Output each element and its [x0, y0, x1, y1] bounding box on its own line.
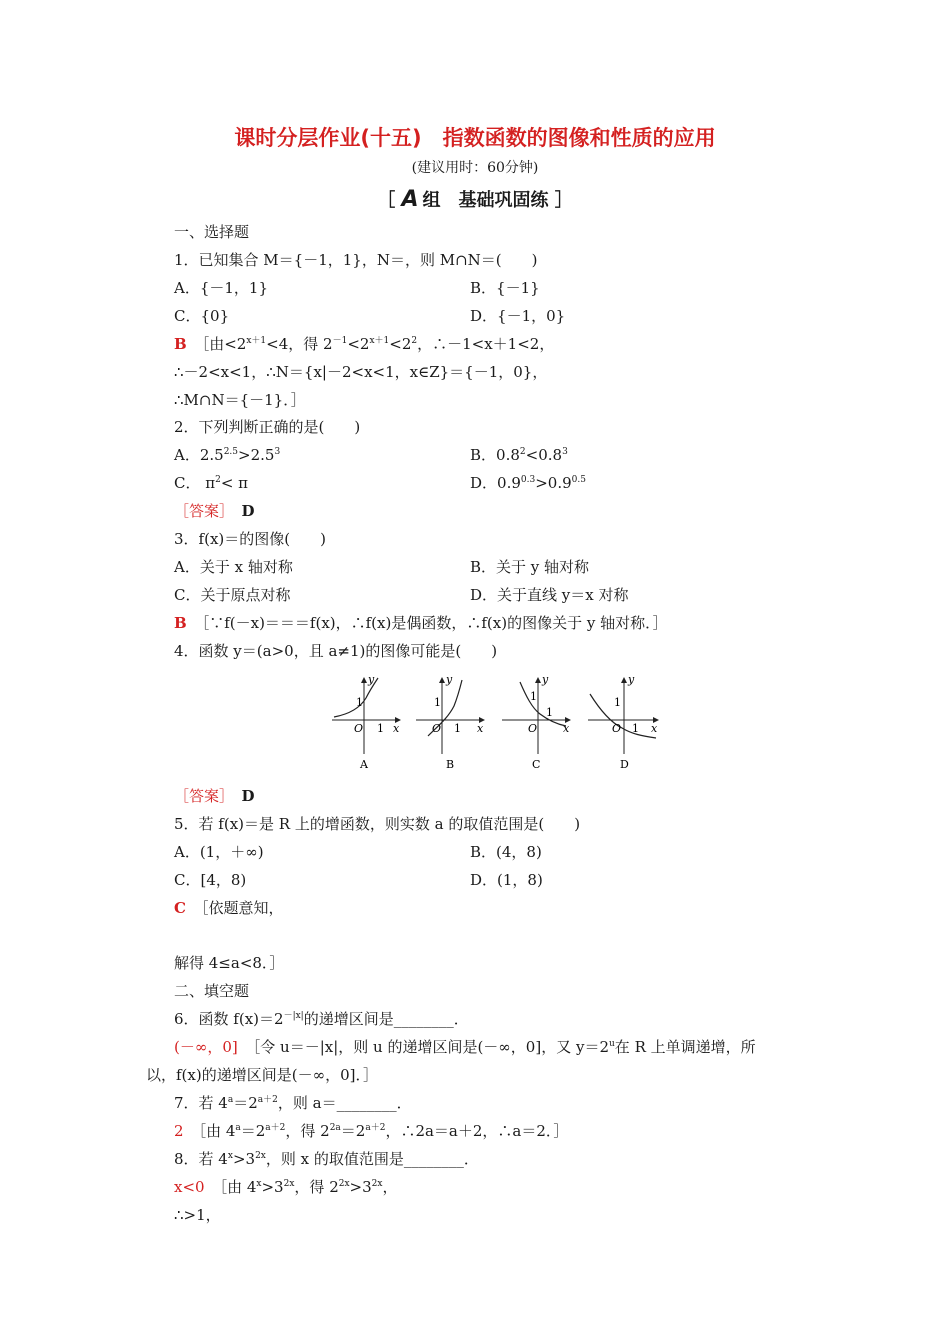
q2-answer-line: ［答案］ D [174, 502, 255, 520]
group-heading: ［ A 组 基础巩固练 ］ [377, 187, 573, 212]
svg-text:B: B [446, 758, 455, 771]
q2-option-b: B．$0.8^2<0.8^3$ [470, 446, 568, 464]
q3-stem: 3．f(x)＝的图像( ) [174, 530, 326, 548]
svg-text:y: y [446, 676, 453, 686]
svg-text:C: C [532, 758, 541, 771]
q3-option-d: D．关于直线 y＝x 对称 [470, 586, 629, 604]
q1-explanation-line3: ∴M∩N＝{－1}．］ [174, 391, 306, 409]
q1-explanation-line1: B ［由$<2^{x+1}<4$，得 $2^{-1}<2^{x+1}<2^2$，∴－1<x＋1<2， [174, 335, 555, 353]
section-fill: 二、填空题 [174, 982, 250, 1000]
graph-b [416, 676, 484, 771]
q5-explanation-line2: 解得 4≤a<8．］ [174, 954, 285, 972]
graph-c [502, 676, 570, 771]
svg-text:x: x [651, 722, 658, 735]
svg-text:x: x [477, 722, 484, 735]
q1-option-a: A．{－1，1} [174, 279, 269, 297]
svg-text:O: O [612, 722, 622, 735]
q3-option-b: B．关于 y 轴对称 [470, 558, 590, 576]
q6-explanation-line2: 以，f(x)的递增区间是(－∞，0]．］ [146, 1066, 378, 1084]
svg-text:y: y [628, 676, 635, 686]
svg-text:1: 1 [434, 696, 441, 709]
q5-explanation-line1: C ［依题意知， [174, 899, 284, 917]
svg-text:1: 1 [356, 696, 363, 709]
q1-option-b: B．{－1} [470, 279, 540, 297]
q1-stem: 1．已知集合 M＝{－1，1}，N＝，则 M∩N＝( ) [174, 251, 538, 269]
q8-explanation-line2: ∴>1， [174, 1206, 221, 1224]
svg-text:D: D [620, 758, 629, 771]
q5-option-c: C．[4，8) [174, 871, 247, 889]
svg-text:1: 1 [377, 722, 384, 735]
svg-text:x: x [563, 722, 570, 735]
q4-answer: D [241, 787, 255, 805]
q1-option-d: D．{－1，0} [470, 307, 566, 325]
q5-option-a: A．(1，＋∞) [174, 843, 264, 861]
q7-stem: 7．若 $4^a=2^{a+2}$，则 a＝________． [174, 1094, 412, 1112]
group-letter: A [401, 187, 419, 212]
q1-answer: B [174, 335, 187, 353]
page-title: 课时分层作业(十五) 指数函数的图像和性质的应用 [234, 126, 716, 150]
svg-text:O: O [432, 722, 442, 735]
svg-text:O: O [354, 722, 364, 735]
q4-answer-line: ［答案］ D [174, 787, 255, 805]
svg-text:y: y [368, 676, 375, 686]
svg-text:1: 1 [632, 722, 639, 735]
q3-option-c: C．关于原点对称 [174, 586, 291, 604]
q4-stem: 4．函数 y＝(a>0，且 a≠1)的图像可能是( ) [174, 642, 498, 660]
svg-text:1: 1 [530, 690, 537, 703]
group-text: 组 基础巩固练 [422, 190, 549, 211]
q1-explanation-line2: ∴－2<x<1，∴N＝{x|－2<x<1，x∈Z}＝{－1，0}， [174, 363, 548, 381]
q8-answer: x<0 [174, 1178, 205, 1196]
q5-stem: 5．若 f(x)＝是 R 上的增函数，则实数 a 的取值范围是( ) [174, 815, 581, 833]
q5-option-d: D．(1，8) [470, 871, 543, 889]
q8-explanation-line1: x<0 ［由 $4^x>3^{2x}$，得 $2^{2x}>3^{2x}$， [174, 1178, 398, 1196]
svg-text:1: 1 [546, 706, 553, 719]
svg-text:A: A [360, 758, 368, 771]
q7-explanation: 2 ［由 $4^a=2^{a+2}$，得 $2^{2a}=2^{a+2}$，∴2a＝a＋2，∴a＝2．］ [174, 1122, 569, 1140]
q2-stem: 2．下列判断正确的是( ) [174, 418, 361, 436]
q3-option-a: A．关于 x 轴对称 [174, 558, 293, 576]
svg-text:1: 1 [454, 722, 461, 735]
section-choice: 一、选择题 [174, 223, 250, 241]
q6-answer: (－∞，0] [174, 1038, 238, 1056]
q6-stem: 6．函数 $f(x)=2^{-|x|}$的递增区间是________． [174, 1010, 469, 1028]
svg-text:y: y [542, 676, 549, 686]
q3-explanation: B ［∵f(－x)＝＝＝f(x)，∴f(x)是偶函数，∴f(x)的图像关于 y 轴对称．］ [174, 614, 668, 632]
q8-stem: 8．若 $4^x>3^{2x}$，则 x 的取值范围是________． [174, 1150, 479, 1168]
suggested-time: (建议用时：60分钟) [411, 160, 539, 176]
q3-answer: B [174, 614, 187, 632]
q6-explanation-line1: (－∞，0] ［令 u＝－|x|，则 u 的递增区间是(－∞，0]，又 $y=2^u$在 R 上单调递增，所 [174, 1038, 756, 1056]
q1-option-c: C．{0} [174, 307, 230, 325]
q2-answer: D [241, 502, 255, 520]
graph-a [332, 676, 400, 771]
q7-answer: 2 [174, 1122, 184, 1140]
q2-option-d: D．$0.9^{0.3}>0.9^{0.5}$ [470, 474, 586, 492]
q5-answer: C [174, 899, 186, 917]
q2-option-c: C． $\pi^2< \pi$ [174, 474, 249, 492]
svg-text:O: O [528, 722, 538, 735]
q2-option-a: A．$2.5^{2.5}>2.5^3$ [174, 446, 281, 464]
q4-graph-options [330, 676, 670, 776]
graph-d [588, 676, 658, 771]
q5-option-b: B．(4，8) [470, 843, 542, 861]
svg-text:1: 1 [614, 696, 621, 709]
svg-text:x: x [393, 722, 400, 735]
